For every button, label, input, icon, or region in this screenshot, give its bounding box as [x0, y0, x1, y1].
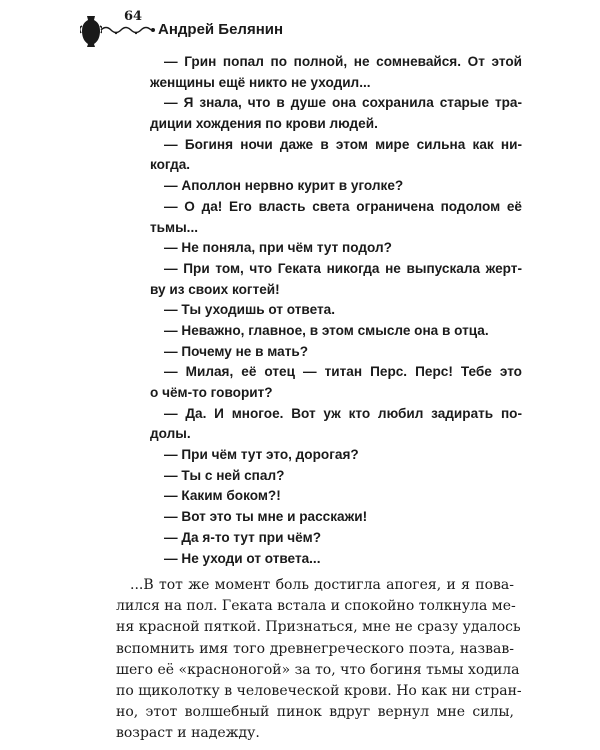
- text-line: — Вот это ты мне и расскажи!: [164, 509, 368, 525]
- text-line: — Ты с ней спал?: [164, 467, 285, 483]
- text-line: возраст и надежду.: [116, 725, 260, 742]
- text-line: ...В тот же момент боль достигла апогея, и я пова-: [130, 577, 514, 593]
- text-line: — О да! Его власть света ограничена подолом её: [164, 198, 522, 214]
- text-line: ня красной пяткой. Признаться, мне не сразу удалось: [116, 619, 521, 636]
- text-line: тьмы...: [150, 219, 199, 235]
- prose-paragraph: [116, 575, 522, 745]
- text-line: женщины ещё никто не уходил...: [150, 74, 371, 90]
- text-line: шего её «красноногой» за то, что богиня тьмы ходила: [116, 661, 520, 678]
- text-line: о чём-то говорит?: [150, 385, 273, 400]
- vase-ornament-icon: [80, 14, 102, 48]
- text-line: — Не поняла, при чём тут подол?: [164, 240, 392, 256]
- text-line: — Да. И многое. Вот уж кто любил задирать по-: [164, 405, 522, 421]
- text-line: долы.: [150, 426, 191, 442]
- text-line: — Милая, её отец — титан Перс. Перс! Тебе это: [164, 364, 522, 380]
- page-number: 64: [124, 9, 143, 24]
- text-line: — При том, что Геката никогда не выпускала жерт-: [164, 260, 522, 276]
- text-line: когда.: [150, 157, 191, 173]
- text-line: — Неважно, главное, в этом смысле она в отца.: [164, 322, 489, 338]
- text-line: — Аполлон нервно курит в уголке?: [164, 178, 404, 194]
- text-line: — При чём тут это, дорогая?: [164, 447, 359, 463]
- flourish-ornament-icon: [100, 24, 156, 36]
- text-line: — Я знала, что в душе она сохранила старые тра-: [164, 95, 522, 111]
- text-line: лился на пол. Геката встала и спокойно толкнула ме-: [116, 598, 516, 615]
- text-line: — Да я-то тут при чём?: [164, 529, 322, 545]
- dialogue-block: [150, 52, 522, 569]
- author-name: Андрей Белянин: [158, 21, 284, 38]
- text-line: вспомнить имя того древнегреческого поэта, назвав-: [116, 640, 514, 657]
- text-line: — Не уходи от ответа...: [164, 550, 321, 566]
- text-line: — Почему не в мать?: [164, 343, 309, 359]
- text-line: — Грин попал по полной, не сомневайся. От этой: [164, 54, 522, 69]
- text-line: диции хождения по крови людей.: [150, 116, 378, 132]
- text-line: — Богиня ночи даже в этом мире сильна как ни-: [164, 136, 522, 152]
- text-line: — Каким боком?!: [164, 488, 281, 504]
- text-line: по щиколотку в человеческой крови. Но как ни стран-: [116, 682, 522, 699]
- text-line: — Ты уходишь от ответа.: [164, 302, 335, 318]
- text-line: ву из своих когтей!: [150, 281, 280, 297]
- text-line: но, этот волшебный пинок вдруг вернул мне силы,: [116, 704, 514, 721]
